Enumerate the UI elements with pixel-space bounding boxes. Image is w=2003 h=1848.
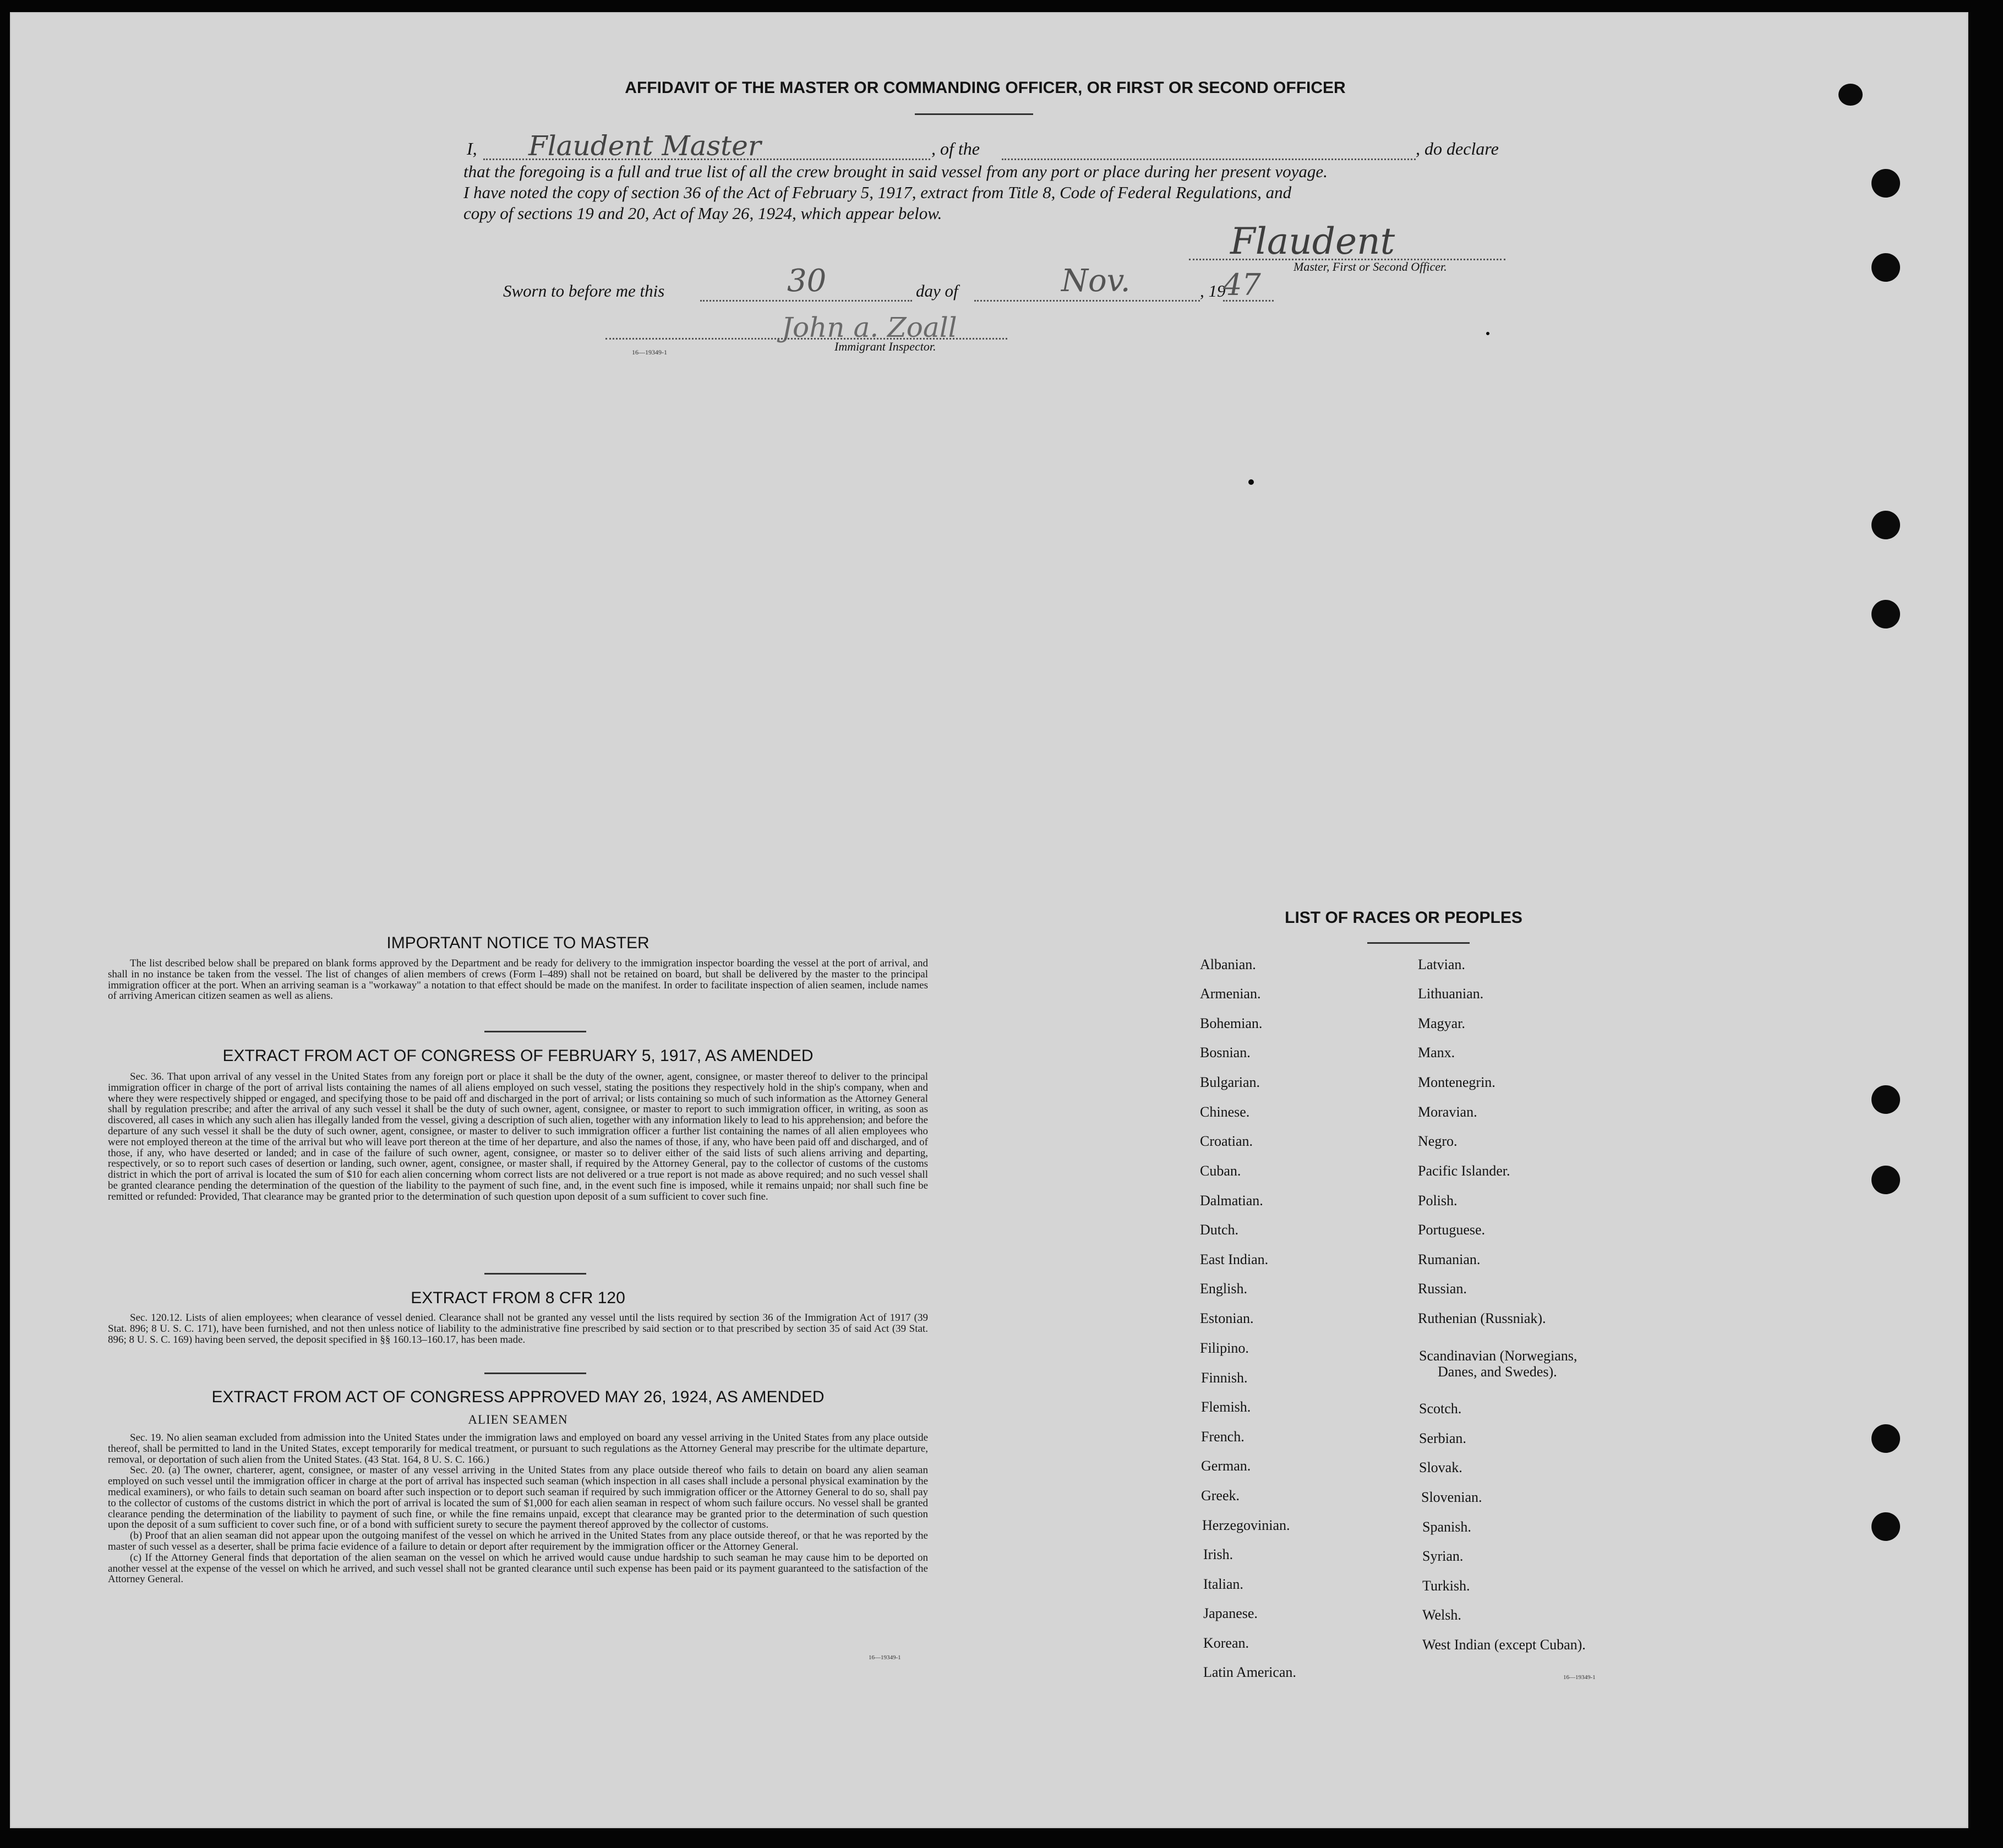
race-item: West Indian (except Cuban). (1422, 1637, 1586, 1653)
race-item: Latvian. (1418, 956, 1465, 972)
extract-1917-text (108, 1071, 928, 1259)
race-item: Japanese. (1203, 1605, 1258, 1621)
notice-title: IMPORTANT NOTICE TO MASTER (386, 934, 650, 952)
race-item: East Indian. (1200, 1251, 1269, 1267)
race-item: Turkish. (1422, 1578, 1470, 1594)
race-item: Welsh. (1422, 1607, 1461, 1623)
do-declare-label: , do declare (1416, 139, 1499, 158)
handwritten-month: Nov. (1061, 263, 1131, 299)
extract-1924-text (108, 1433, 928, 1653)
inspector-signature: John a. Zoall (782, 311, 957, 343)
race-item: Estonian. (1200, 1310, 1254, 1326)
race-item: Syrian. (1422, 1548, 1464, 1564)
sec-120-paragraph: Sec. 120.12. Lists of alien employees; when clearance of vessel denied. Clearance shall not be granted any vessel until the lists required by section 36 of the Immigration Act of 1917 (39 Stat. 896; 8 U. S. C. 171), have been furnished, and not then unless notice of liability to the administrative fine prescribed by said section or to that prescribed by section 35 of said Act (39 Stat. 896; 8 U. S. C. 169) having been served, the deposit specified in §§ 160.13–160.17, has been made. (108, 1312, 928, 1346)
race-item: Ruthenian (Russniak). (1418, 1310, 1546, 1326)
month-line (974, 300, 1200, 302)
extract-1924-title: EXTRACT FROM ACT OF CONGRESS APPROVED MAY 26, 1924, AS AMENDED (211, 1388, 825, 1406)
master-signature: Flaudent (1230, 220, 1395, 263)
race-item: German. (1201, 1458, 1251, 1474)
punch-hole (1871, 1166, 1900, 1194)
race-item: English. (1200, 1281, 1247, 1297)
race-item: Magyar. (1418, 1015, 1465, 1031)
race-item: Chinese. (1200, 1104, 1250, 1120)
inspector-line (605, 338, 1007, 340)
race-item: Slovenian. (1421, 1489, 1482, 1505)
title-divider (915, 113, 1033, 115)
race-item: Rumanian. (1418, 1251, 1481, 1267)
punch-hole (1871, 1085, 1900, 1114)
race-item: Negro. (1418, 1133, 1458, 1149)
races-divider (1367, 942, 1470, 944)
handwritten-year: 47 (1223, 267, 1261, 302)
of-the-label: , of the (931, 139, 980, 158)
race-item: Lithuanian. (1418, 986, 1484, 1002)
sec-36-paragraph: Sec. 36. That upon arrival of any vessel in the United States from any foreign port or place it shall be the duty of the owner, agent, consignee, or master thereof to deliver to the principal immigration officer in charge of the port of arrival lists containing the names of all aliens employed on such vessel, stating the positions they respectively hold in the ship's company, when and where they were respectively shipped or engaged, and specifying those to be paid off and discharged in the port of arrival; or lists containing so much of such information as the Attorney General shall by regulation prescribe; and after the arrival of any such vessel it shall be the duty of such owner, agent, consignee, or master to report to such immigration officer, in writing, as soon as discovered, all cases in which any such alien has illegally landed from the vessel, giving a description of such alien, together with any information likely to lead to his apprehension; and before the departure of any such vessel it shall be the duty of such owner, agent, consignee, or master to deliver to such immigration officer a further list containing the names of all alien employees who were not employed thereon at the time of the arrival but who will leave port thereon at the time of her departure, and also the names of those, if any, who have been paid off and discharged, and of those, if any, who have deserted or landed; and in case of the failure of such owner, agent, consignee, or master so to deliver either of the said lists of such aliens arriving and departing, respectively, or so to report such cases of desertion or landing, such owner, agent, consignee, or master shall, if required by the Attorney General, pay to the collector of customs of the customs district in which the port of arrival is located the sum of $10 for each alien concerning whom correct lists are not delivered or a true report is not made as above required; and no such vessel shall be granted clearance pending the determination of the question of the liability to the payment of such fine, and, in the event such fine is imposed, while it remains unpaid; nor shall such fine be remitted or refunded: Provided, That clearance may be granted prior to the determination of such question upon deposit of a sum sufficient to cover such fine. (108, 1071, 928, 1202)
race-item: Serbian. (1419, 1430, 1466, 1446)
race-item: Scandinavian (Norwegians, (1419, 1348, 1578, 1364)
race-item: Flemish. (1201, 1399, 1251, 1415)
day-of-label: day of (916, 281, 958, 300)
year-prefix: , 19 (1200, 281, 1226, 300)
race-item: Finnish. (1201, 1370, 1248, 1386)
race-item: Korean. (1203, 1635, 1249, 1651)
section-divider (484, 1031, 586, 1032)
declaration-line-2: I have noted the copy of section 36 of the Act of February 5, 1917, extract from Title 8, Code of Federal Regulations, and (463, 183, 1292, 202)
punch-hole (1871, 169, 1900, 198)
notice-text (108, 958, 928, 1013)
form-code: 16—19349-1 (632, 348, 667, 356)
race-item: Armenian. (1200, 986, 1261, 1002)
handwritten-day: 30 (787, 263, 827, 299)
race-item: Danes, and Swedes). (1438, 1364, 1557, 1380)
affidavit-title: AFFIDAVIT OF THE MASTER OR COMMANDING OFFICER, OR FIRST OR SECOND OFFICER (625, 79, 1346, 97)
alien-seamen-subtitle: ALIEN SEAMEN (468, 1413, 568, 1426)
race-item: Slovak. (1419, 1459, 1462, 1475)
race-item: French. (1201, 1429, 1245, 1445)
race-item: Scotch. (1419, 1401, 1462, 1417)
races-form-code: 16—19349-1 (1563, 1674, 1596, 1681)
race-item: Polish. (1418, 1193, 1458, 1209)
race-item: Albanian. (1200, 956, 1256, 972)
punch-hole (1871, 511, 1900, 539)
extract-form-code: 16—19349-1 (869, 1654, 901, 1661)
master-caption: Master, First or Second Officer. (1294, 260, 1447, 274)
handwritten-name: Flaudent Master (528, 130, 761, 162)
race-item: Latin American. (1203, 1664, 1296, 1680)
race-item: Pacific Islander. (1418, 1163, 1510, 1179)
sec-20c-paragraph: (c) If the Attorney General finds that deportation of the alien seaman on the vessel on which he arrived would cause undue hardship to such seaman he may cause him to be deported on another vessel at the expense of the vessel on which he arrived, and such vessel shall not be granted clearance until such expense has been paid or its payment guaranteed to the satisfaction of the Attorney General. (108, 1551, 928, 1585)
race-item: Manx. (1418, 1045, 1455, 1060)
race-item: Dalmatian. (1200, 1193, 1263, 1209)
race-item: Spanish. (1422, 1519, 1471, 1535)
section-divider (484, 1273, 586, 1275)
race-item: Montenegrin. (1418, 1074, 1496, 1090)
race-item: Bosnian. (1200, 1045, 1251, 1060)
day-line (700, 300, 912, 302)
punch-hole (1871, 600, 1900, 628)
race-item: Irish. (1203, 1546, 1234, 1562)
sec-20a-paragraph: Sec. 20. (a) The owner, charterer, agent, consignee, or master of any vessel arriving in the United States from any place outside thereof who fails to detain on board any alien seaman employed on such vessel until the immigration officer in charge at the port of arrival has inspected such seaman (which inspection in all cases shall include a personal physical examination by the medical examiners), or who fails to detain such seaman on board after such inspection or to deport such seaman if required by such immigration officer or the Attorney General to do so, shall pay to the collector of customs of the customs district in which the port of arrival is located the sum of $1,000 for each alien seaman in respect of whom such failure occurs. No vessel shall be granted clearance pending the determination of the liability to payment of such fine, or while the fine remains unpaid, except that clearance may be granted prior to the determination of such question upon the deposit of a sum sufficient to cover such fine, or of a bond with sufficient surety to secure the payment thereof approved by the collector of customs. (108, 1464, 928, 1531)
vessel-line (1002, 158, 1416, 160)
sec-19-paragraph: Sec. 19. No alien seaman excluded from admission into the United States under the immigration laws and employed on board any vessel arriving in the United States from any place outside thereof, shall be permitted to land in the United States, except temporarily for medical treatment, or pursuant to such regulations as the Attorney General may prescribe for the ultimate departure, removal, or deportation of such alien from the United States. (43 Stat. 164, 8 U. S. C. 166.) (108, 1432, 928, 1466)
race-item: Russian. (1418, 1281, 1467, 1297)
year-line (1223, 300, 1274, 302)
race-item: Bohemian. (1200, 1015, 1263, 1031)
race-item: Italian. (1203, 1576, 1243, 1592)
race-item: Croatian. (1200, 1133, 1253, 1149)
race-item: Greek. (1201, 1488, 1240, 1503)
extract-1917-title: EXTRACT FROM ACT OF CONGRESS OF FEBRUARY 5, 1917, AS AMENDED (222, 1047, 814, 1065)
cfr-title: EXTRACT FROM 8 CFR 120 (411, 1289, 625, 1307)
race-item: Moravian. (1418, 1104, 1477, 1120)
race-item: Portuguese. (1418, 1222, 1486, 1238)
i-label: I, (467, 139, 477, 158)
race-item: Cuban. (1200, 1163, 1241, 1179)
race-item: Herzegovinian. (1202, 1517, 1290, 1533)
race-item: Bulgarian. (1200, 1074, 1260, 1090)
punch-hole (1871, 1424, 1900, 1453)
declaration-line-1: that the foregoing is a full and true list of all the crew brought in said vessel from any port or place during her present voyage. (463, 162, 1328, 181)
stray-dot (1486, 332, 1489, 335)
stray-dot (1248, 479, 1254, 485)
races-title: LIST OF RACES OR PEOPLES (1285, 909, 1522, 927)
section-divider (484, 1373, 586, 1374)
cfr-text (108, 1313, 928, 1357)
sworn-label: Sworn to before me this (503, 281, 665, 300)
punch-hole (1871, 253, 1900, 282)
punch-hole (1838, 84, 1863, 106)
race-item: Dutch. (1200, 1222, 1239, 1238)
notice-paragraph: The list described below shall be prepared on blank forms approved by the Department and be ready for delivery to the immigration inspector boarding the vessel at the port of arrival, and shall in no instance be taken from the vessel. The list of changes of alien members of crews (Form I–489) shall not be retained on board, but shall be delivered by the master to the principal immigration officer at the port. When an arriving seaman is a "workaway" a notation to that effect should be made on the manifest. In order to facilitate inspection of alien seamen, include names of arriving American citizen seamen as well as aliens. (108, 958, 928, 1002)
punch-hole (1871, 1512, 1900, 1541)
inspector-caption: Immigrant Inspector. (834, 340, 936, 353)
sec-20b-paragraph: (b) Proof that an alien seaman did not appear upon the outgoing manifest of the vessel on which he arrived in the United States from any place outside thereof, or that he was reported by the master of such vessel as a deserter, shall be prima facie evidence of a failure to detain or deport after requirement by the immigration officer or the Attorney General. (108, 1530, 928, 1552)
race-item: Filipino. (1200, 1340, 1249, 1356)
declaration-line-3: copy of sections 19 and 20, Act of May 26, 1924, which appear below. (463, 204, 942, 223)
